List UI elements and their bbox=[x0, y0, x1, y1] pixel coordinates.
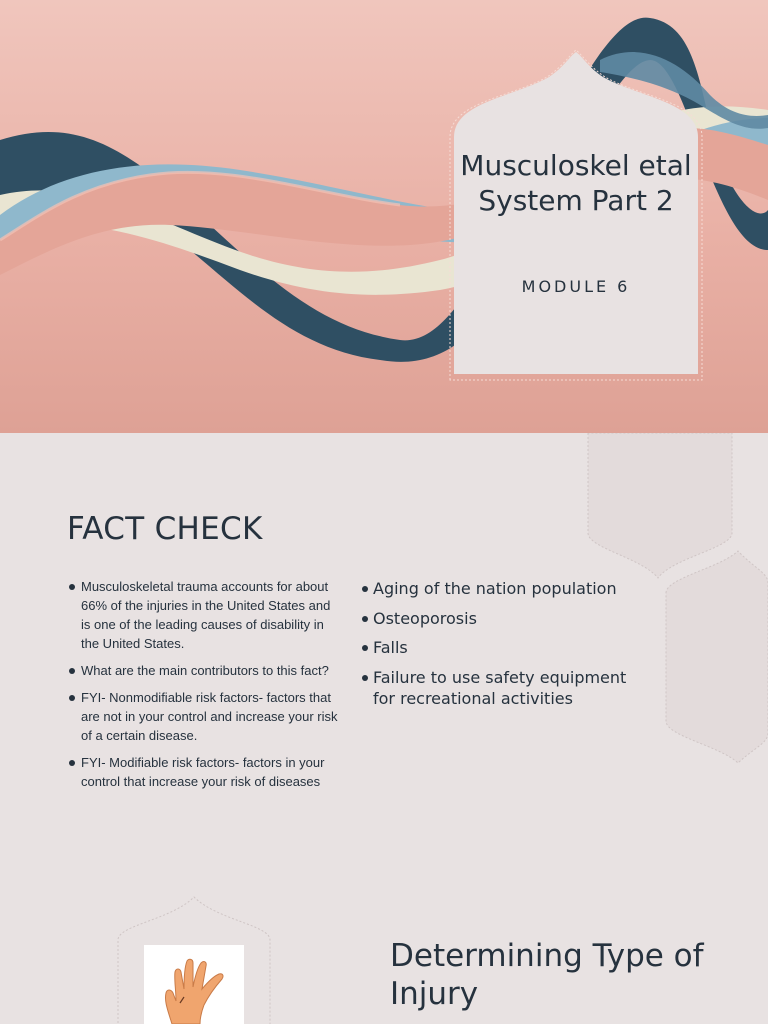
slide-title: Musculoskel etal System Part 2 bbox=[460, 149, 692, 217]
list-item: Falls bbox=[361, 637, 631, 659]
left-bullet-list bbox=[68, 577, 340, 799]
title-slide bbox=[0, 0, 768, 433]
fact-check-heading: FACT CHECK bbox=[67, 511, 263, 547]
list-item: Aging of the nation population bbox=[361, 578, 631, 600]
list-item: Failure to use safety equipment for recreational activities bbox=[361, 667, 631, 710]
right-bullet-list bbox=[361, 578, 631, 718]
injury-type-slide bbox=[0, 843, 768, 1024]
list-item: Osteoporosis bbox=[361, 608, 631, 630]
list-item: FYI- Modifiable risk factors- factors in your control that increase your risk of diseases bbox=[68, 753, 340, 791]
injury-heading: Determining Type of Injury bbox=[390, 938, 704, 1012]
slide-subtitle: MODULE 6 bbox=[521, 277, 631, 296]
hand-icon bbox=[144, 945, 244, 1024]
title-card-outline bbox=[448, 46, 704, 382]
list-item: What are the main contributors to this fact? bbox=[68, 661, 340, 680]
list-item: FYI- Nonmodifiable risk factors- factors that are not in your control and increase your risk of a certain disease. bbox=[68, 688, 340, 745]
list-item: Musculoskeletal trauma accounts for about 66% of the injuries in the United States and is one of the leading causes of disability in the United States. bbox=[68, 577, 340, 653]
fact-check-slide bbox=[0, 433, 768, 843]
injured-hand-image bbox=[144, 945, 244, 1024]
